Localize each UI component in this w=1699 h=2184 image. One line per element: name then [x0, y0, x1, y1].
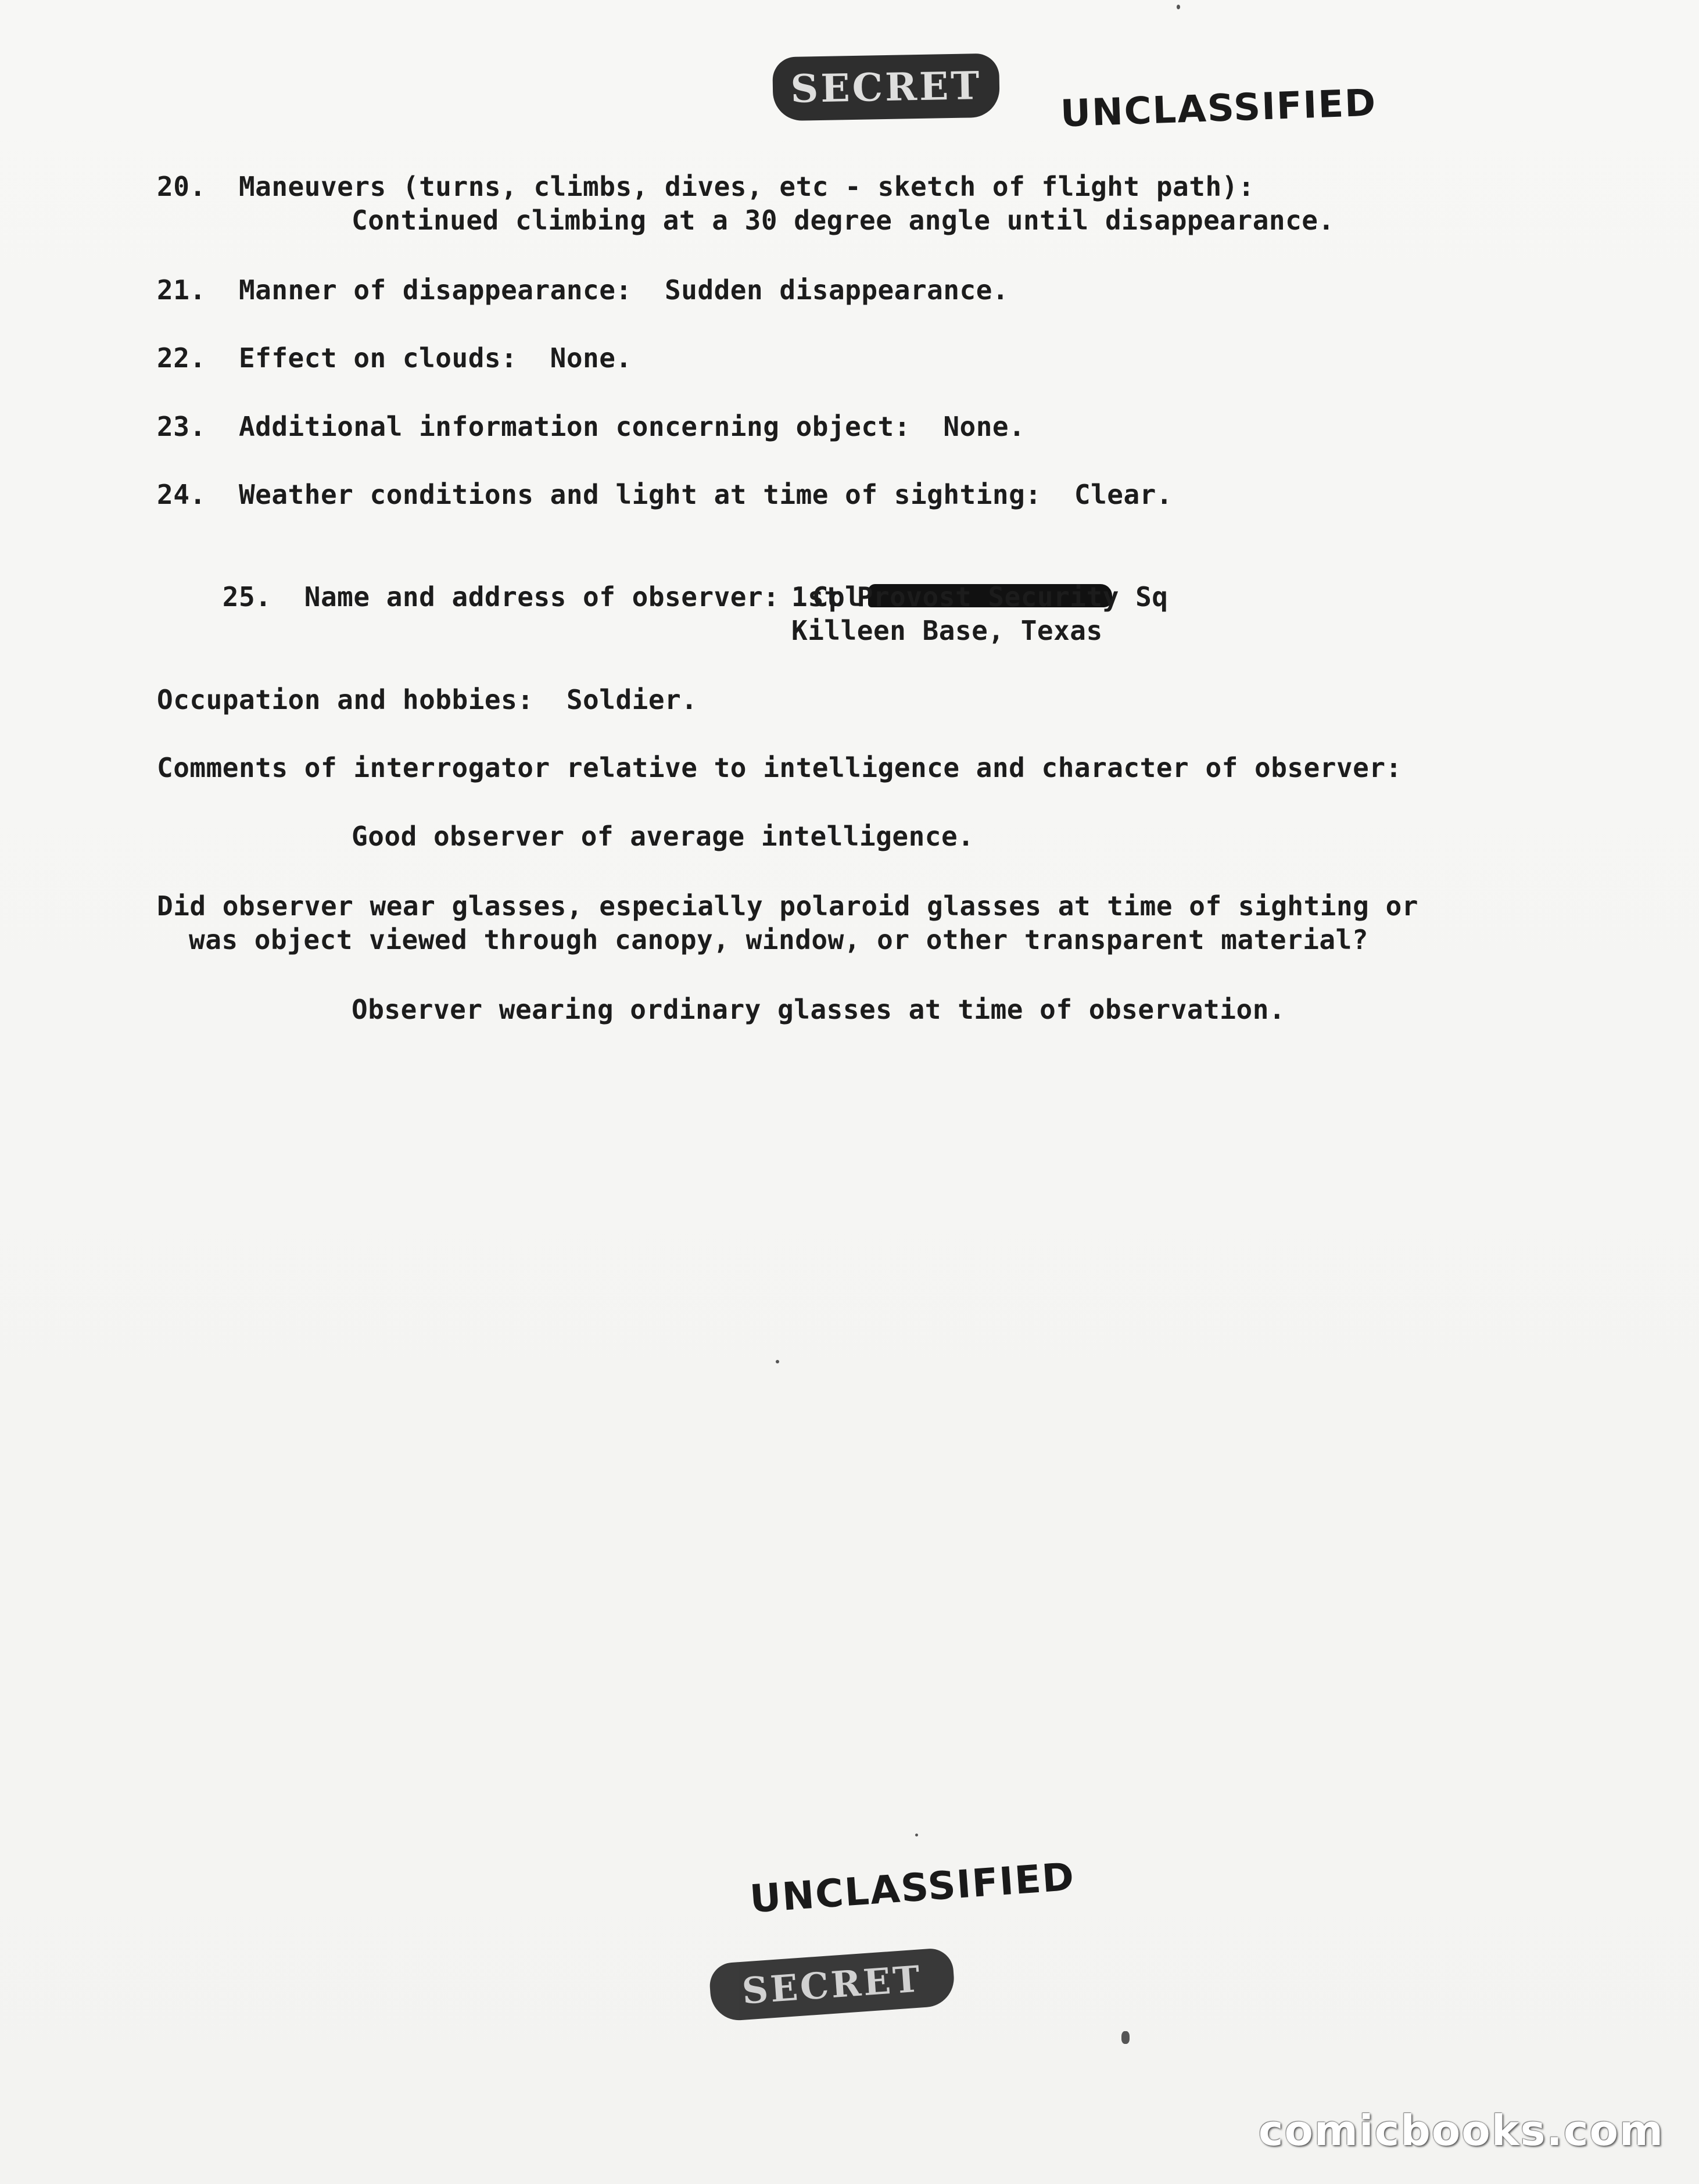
speck — [915, 1834, 918, 1836]
item-25-address-line-1: 1st Provost Security Sq — [791, 581, 1168, 613]
item-20-maneuvers: 20. Maneuvers (turns, climbs, dives, etc - sketch of flight path): — [157, 171, 1255, 202]
secret-stamp-bottom: SECRET — [708, 1947, 956, 2022]
watermark: comicbooks.com — [1258, 2106, 1664, 2155]
item-25-address-line-2: Killeen Base, Texas — [791, 615, 1103, 646]
speck — [1121, 2031, 1130, 2044]
speck — [776, 1360, 779, 1363]
unclassified-stamp-bottom: UNCLASSIFIED — [748, 1854, 1077, 1922]
comments-value: Good observer of average intelligence. — [352, 821, 974, 852]
unclassified-stamp-top: UNCLASSIFIED — [1059, 81, 1378, 136]
glasses-question-line-2: was object viewed through canopy, window, or other transparent material? — [189, 924, 1368, 955]
item-25-label: 25. Name and address of observer: Cpl — [222, 581, 862, 613]
comments-label: Comments of interrogator relative to intelligence and character of observer: — [157, 752, 1402, 783]
item-20-answer: Continued climbing at a 30 degree angle until disappearance. — [352, 205, 1335, 236]
item-21-disappearance: 21. Manner of disappearance: Sudden disappearance. — [157, 274, 1009, 306]
item-23-additional-info: 23. Additional information concerning object: None. — [157, 411, 1026, 442]
item-24-weather: 24. Weather conditions and light at time of sighting: Clear. — [157, 479, 1173, 510]
glasses-question-line-1: Did observer wear glasses, especially polaroid glasses at time of sighting or — [157, 890, 1418, 922]
occupation-hobbies: Occupation and hobbies: Soldier. — [157, 684, 698, 715]
glasses-answer: Observer wearing ordinary glasses at time of observation. — [352, 994, 1286, 1025]
speck — [1177, 5, 1180, 9]
secret-stamp-top: SECRET — [772, 53, 1000, 121]
item-22-clouds: 22. Effect on clouds: None. — [157, 342, 632, 374]
